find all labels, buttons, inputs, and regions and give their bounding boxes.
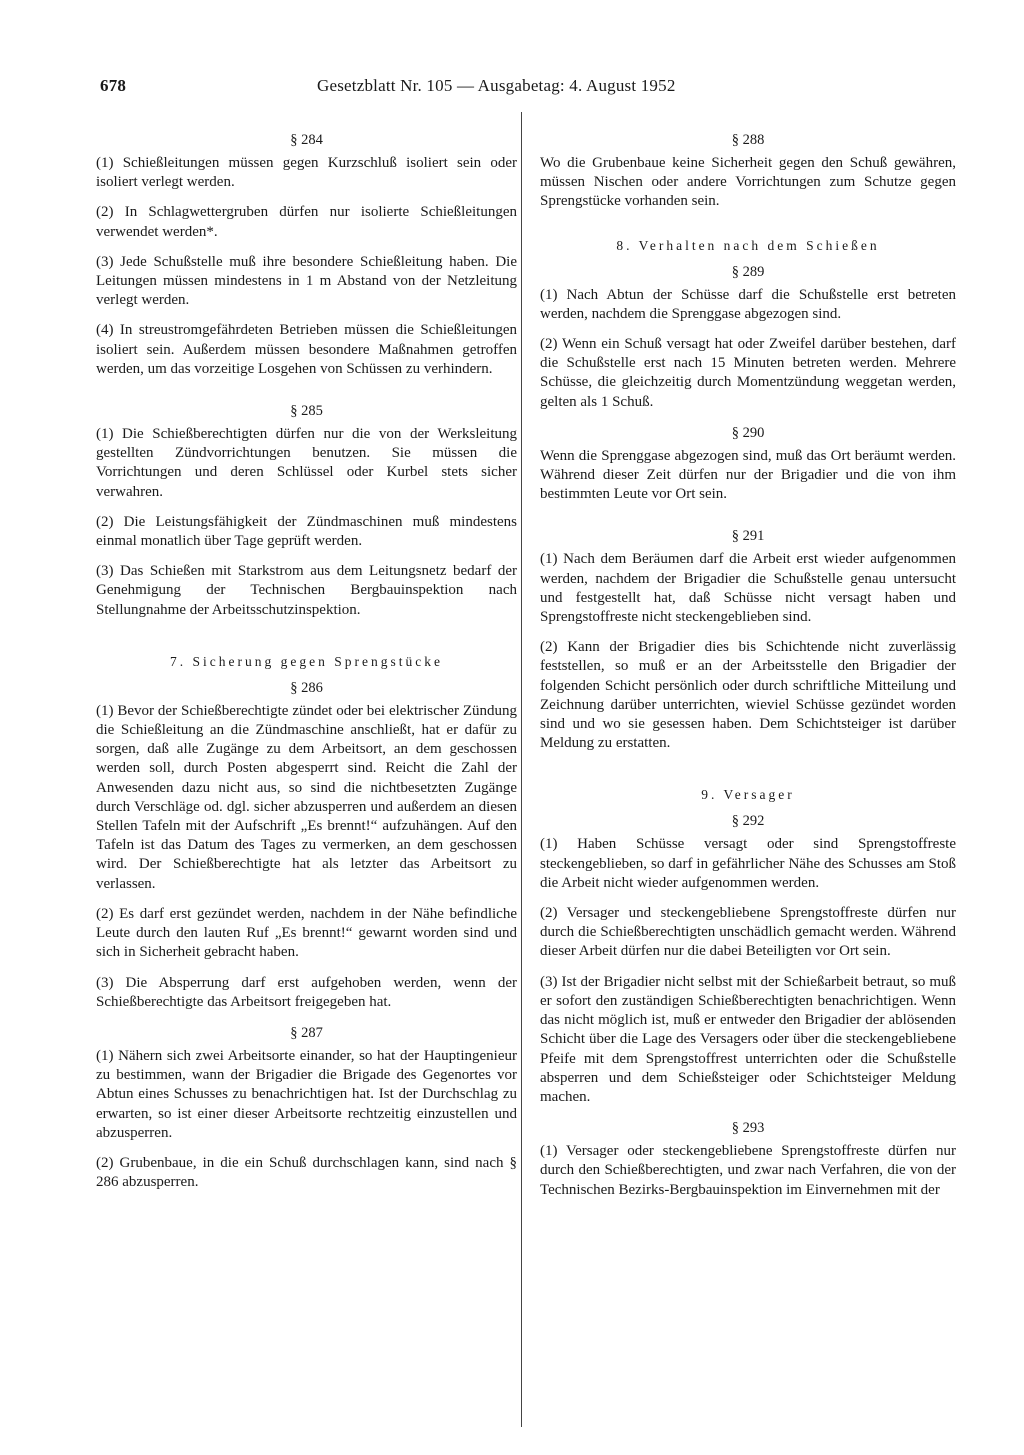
- section-heading-8: 8. Verhalten nach dem Schießen: [616, 237, 880, 253]
- paragraph-text: (1) Schießleitungen müssen gegen Kurzschluß isoliert sein oder isoliert verlegt werden.: [96, 155, 517, 191]
- paragraph-text: (1) Bevor der Schießberechtigte zündet oder bei elektrischer Zündung die Schießleitung an die Zündmaschine anschließt, hat er dafür zu sorgen, daß alle Zugänge zu dem Arbeitsort, an dem geschossen werden soll, durch Posten abgesperrt sind. Reicht die Zahl der Anwesenden dazu nicht aus, so sind die nichtbesetzten Zugänge durch Verschläge od. dgl. sicher abzusperren und außerdem an diesen Stellen Tafeln mit der Aufschrift „Es brennt!“ aufzuhängen. Auf den Tafeln ist das Datum des Tages zu vermerken, an dem geschossen wird. Der Schießberechtigte hat als letzter das Arbeitsort zu verlassen.: [96, 702, 517, 892]
- running-head: Gesetzblatt Nr. 105 — Ausgabetag: 4. August 1952: [317, 76, 676, 95]
- paragraph-284: [96, 130, 517, 379]
- paragraph-text: (2) In Schlagwettergruben dürfen nur isolierte Schießleitungen verwendet werden*.: [96, 204, 517, 240]
- paragraph-text: (2) Kann der Brigadier dies bis Schichtende nicht zuverlässig feststellen, so muß er an der Arbeitsstelle den Brigadier der folgenden Schicht persönlich oder durch schriftliche Mitteilung und Zeichnung darüber unterrichten, wieviel Schüsse gezündet worden sind und wo sie gesessen haben. Dem Schichtsteiger ist darüber Meldung zu erstatten.: [540, 639, 956, 752]
- paragraph-289: [540, 262, 956, 412]
- paragraph-text: (2) Wenn ein Schuß versagt hat oder Zweifel darüber bestehen, darf die Schußstelle erst nach 15 Minuten betreten werden. Mehrere Schüsse, die gleichzeitig durch Momentzündung weggetan werden, gelten als 1 Schuß.: [540, 336, 956, 410]
- left-column: [96, 130, 517, 1203]
- paragraph-292: [540, 811, 956, 1107]
- paragraph-title: § 291: [731, 528, 765, 545]
- paragraph-text: (4) In streustromgefährdeten Betrieben müssen die Schießleitungen isoliert sein. Außerdem müssen besondere Maßnahmen getroffen werden, um das vorzeitige Losgehen von Schüssen zu verhindern.: [96, 322, 517, 377]
- right-column: [540, 130, 956, 1211]
- paragraph-text: (1) Nach dem Beräumen darf die Arbeit erst wieder aufgenommen werden, nachdem der Brigadier die Schußstelle genau untersucht und festgestellt hat, daß Schüsse nicht versagt haben und Sprengstoffreste nicht steckengeblieben sind.: [540, 551, 956, 626]
- page-header: [100, 76, 740, 100]
- paragraph-text: (1) Haben Schüsse versagt oder sind Sprengstoffreste steckengeblieben, so darf in gefährlicher Nähe des Schusses am Stoß die Arbeit nicht wieder aufgenommen werden.: [540, 836, 956, 891]
- paragraph-text: (2) Versager und steckengebliebene Sprengstoffreste dürfen nur durch die Schießberechtigten unschädlich gemacht werden. Während dieser Arbeit dürfen nur die dabei Beteiligten vor Ort sein.: [540, 905, 956, 960]
- paragraph-text: (2) Grubenbaue, in die ein Schuß durchschlagen kann, sind nach § 286 abzusperren.: [96, 1154, 517, 1191]
- paragraph-text: (1) Nach Abtun der Schüsse darf die Schußstelle erst betreten werden, nachdem die Sprenggase abgezogen sind.: [540, 286, 956, 322]
- column-divider: [521, 112, 522, 1427]
- paragraph-title: § 289: [731, 263, 765, 280]
- paragraph-title: § 285: [290, 403, 323, 420]
- paragraph-title: § 284: [290, 132, 323, 148]
- paragraph-text: (1) Versager oder steckengebliebene Sprengstoffreste dürfen nur durch den Schießberechtigten, und zwar nach Verfahren, die von der Technischen Bezirks-Bergbauinspektion im Einvernehmen mit der: [540, 1143, 956, 1198]
- paragraph-293: [540, 1118, 956, 1200]
- paragraph-text: (1) Nähern sich zwei Arbeitsorte einander, so hat der Hauptingenieur zu bestimmen, wann der Brigadier die Brigade des Gegenortes vor Abtun eines Schusses zu benachrichtigen hat. Ist der Durchschlag zu erwarten, so ist einer dieser Arbeitsorte rechtzeitig einzustellen und abzusperren.: [96, 1047, 517, 1141]
- paragraph-title: § 292: [731, 813, 765, 830]
- paragraph-290: [540, 423, 956, 505]
- paragraph-title: § 293: [731, 1120, 765, 1137]
- paragraph-text: (3) Jede Schußstelle muß ihre besondere Schießleitung haben. Die Leitungen müssen mindestens in 1 m Abstand von der Netzleitung verlegt werden.: [96, 253, 517, 309]
- paragraph-text: (2) Es darf erst gezündet werden, nachdem in der Nähe befindliche Leute durch den lauten Ruf „Es brennt!“ gewarnt worden sind und sich in Sicherheit gebracht haben.: [96, 905, 517, 961]
- paragraph-text: (3) Die Absperrung darf erst aufgehoben werden, wenn der Schießberechtigte das Arbeitsort freigegeben hat.: [96, 974, 517, 1010]
- paragraph-291: [540, 526, 956, 753]
- paragraph-text: (2) Die Leistungsfähigkeit der Zündmaschinen muß mindestens einmal monatlich über Tage geprüft werden.: [96, 513, 517, 550]
- paragraph-text: Wo die Grubenbaue keine Sicherheit gegen den Schuß gewähren, müssen Nischen oder andere Vorrichtungen zum Schutze gegen Sprengstücke vorhanden sein.: [540, 155, 956, 210]
- paragraph-288: [540, 130, 956, 212]
- paragraph-text: (3) Ist der Brigadier nicht selbst mit der Schießarbeit betraut, so muß er sofort den zuständigen Schießberechtigten benachrichtigen. Wenn das nicht möglich ist, muß er entweder den Brigadier der ablösenden Schicht über die Lage des Versagers oder über die steckengebliebene Pfeife mit dem Sprengstoffrest unterrichten oder die Schußstelle absperren und dem Schießsteiger oder Schichtsteiger Meldung machen.: [540, 973, 956, 1105]
- page-number: 678: [100, 76, 127, 95]
- paragraph-title: § 288: [731, 132, 765, 148]
- paragraph-text: Wenn die Sprenggase abgezogen sind, muß das Ort beräumt werden. Während dieser Zeit dürfen nur der Brigadier und die von ihm bestimmten Leute vor Ort sein.: [540, 447, 956, 503]
- paragraph-text: (1) Die Schießberechtigten dürfen nur die von der Werksleitung gestellten Zündvorrichtungen benutzen. Sie müssen die Vorrichtungen und deren Schlüssel oder Kurbel stets sicher verwahren.: [96, 426, 517, 500]
- paragraph-285: [96, 401, 517, 620]
- paragraph-text: (3) Das Schießen mit Starkstrom aus dem Leitungsnetz bedarf der Genehmigung der Technischen Bergbauinspektion nach Stellungnahme der Arbeitsschutzinspektion.: [96, 563, 517, 618]
- section-heading-9: 9. Versager: [701, 787, 795, 803]
- paragraph-title: § 290: [731, 424, 765, 441]
- paragraph-title: § 286: [290, 679, 323, 696]
- paragraph-286: [96, 678, 517, 1012]
- paragraph-title: § 287: [290, 1024, 323, 1041]
- paragraph-287: [96, 1023, 517, 1192]
- section-heading-7: 7. Sicherung gegen Sprengstücke: [170, 653, 443, 669]
